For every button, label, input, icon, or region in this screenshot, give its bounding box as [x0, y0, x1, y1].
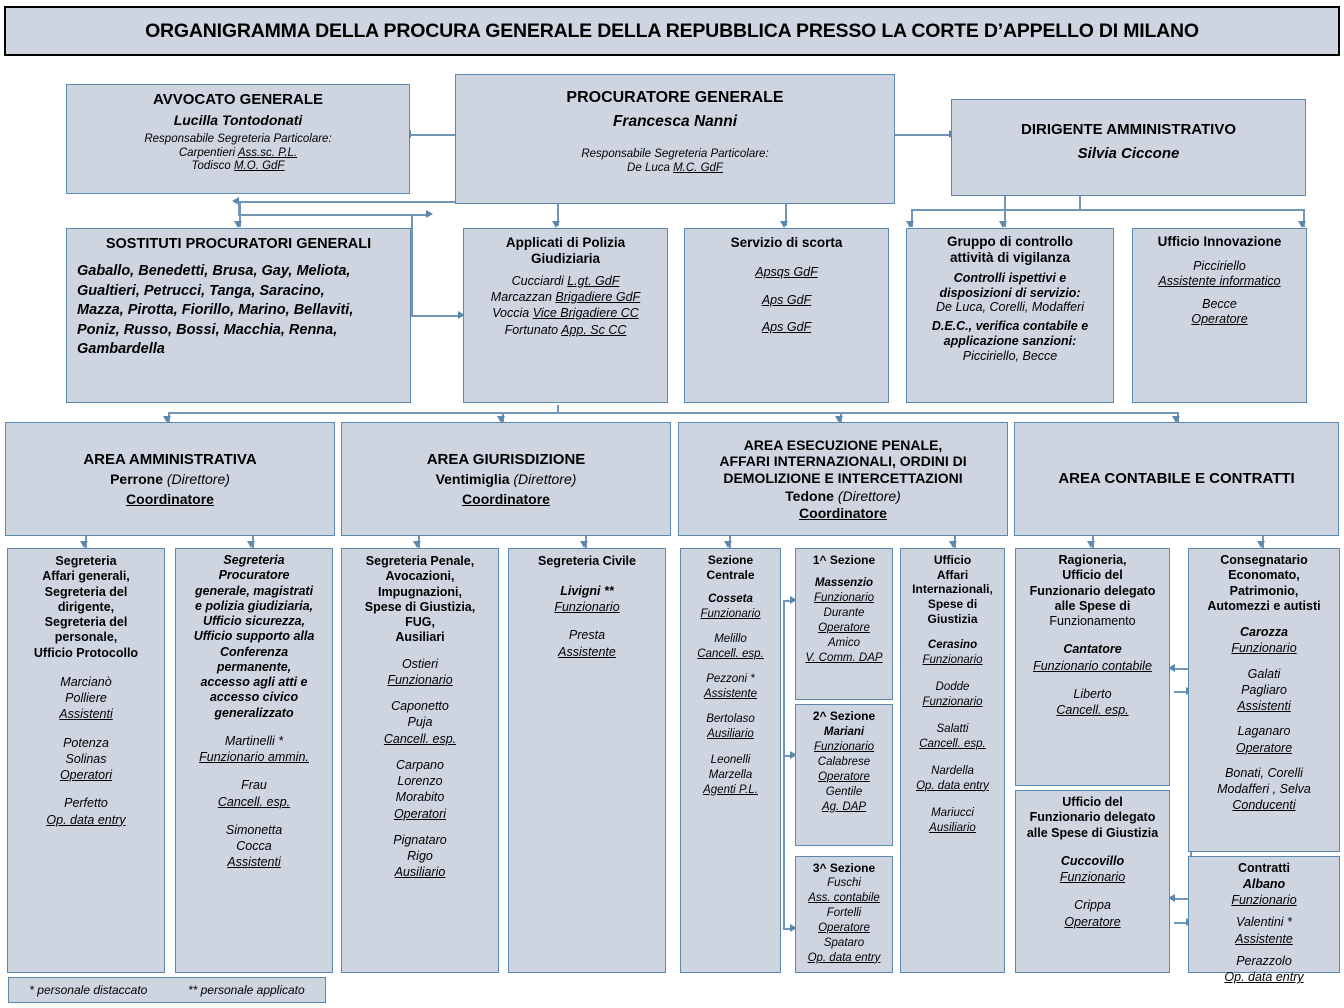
box-area-esecuzione-penale[interactable]: [678, 422, 1008, 536]
connector-sostituti-to-applicati: [411, 315, 461, 317]
arrow-amm-unit-1: [80, 541, 88, 548]
consegnatario-group-2: Galati Pagliaro Assistenti: [1237, 666, 1291, 713]
servizio-scorta-heading: Servizio di scorta: [730, 235, 843, 250]
connector-sezioni-spine: [783, 600, 785, 930]
segreteria-penale-group-2: Caponetto Puja Cancell. esp.: [383, 699, 457, 746]
avvocato-generale-name: Lucilla Tontodonati: [173, 111, 303, 128]
box-contratti[interactable]: [1188, 856, 1340, 984]
pg-staff1-name: De Luca: [627, 161, 670, 174]
box-avvocato-generale[interactable]: [66, 84, 410, 194]
ufficio-affari-internazionali-heading: Ufficio Affari Internazionali, Spese di Giustizia: [912, 553, 993, 626]
box-area-contabile-contratti[interactable]: [1014, 422, 1339, 536]
arrow-amm-unit-2: [247, 541, 255, 548]
prima-sezione-roster: Massenzio Funzionario Durante Operatore Amico V. Comm. DAP: [805, 577, 883, 664]
arrow-to-innovazione: [1298, 221, 1306, 228]
area-esecuzione-heading-1: AREA ESECUZIONE PENALE,: [743, 436, 943, 453]
ragioneria-group-1: Cantatore Funzionario contabile: [1033, 642, 1152, 673]
box-dirigente-amministrativo[interactable]: [951, 99, 1306, 196]
connector-da-drop: [1079, 196, 1081, 210]
ufficio-affari-group-4: Nardella Op. data entry: [916, 764, 989, 792]
sezione-centrale-group-5: Leonelli Marzella Agenti P.L.: [703, 753, 758, 796]
gruppo-heading-2: attività di vigilanza: [949, 249, 1071, 265]
box-segreteria-procuratore-generale[interactable]: [175, 548, 333, 973]
segreteria-penale-heading: Segreteria Penale, Avocazioni, Impugnazioni, Spese di Giustizia, FUG, Ausiliari: [364, 554, 476, 645]
sostituti-heading: SOSTITUTI PROCURATORI GENERALI: [105, 236, 372, 252]
terza-sezione-heading: 3^ Sezione: [812, 861, 876, 875]
box-segreteria-affari-generali[interactable]: [7, 548, 165, 973]
connector-area-bus: [168, 412, 1178, 414]
connector-sostituti-v: [411, 215, 413, 316]
area-contabile-heading: AREA CONTABILE E CONTRATTI: [1058, 470, 1295, 488]
consegnatario-group-4: Bonati, Corelli Modafferi , Selva Conducenti: [1217, 765, 1311, 813]
segreteria-civile-heading: Segreteria Civile: [538, 554, 636, 568]
applicati-row-3: Voccia Vice Brigadiere CC: [492, 306, 639, 321]
area-esecuzione-heading-2: AFFARI INTERNAZIONALI, ORDINI DI: [719, 453, 967, 470]
gruppo-sub1-label-1: Controlli ispettivi e: [953, 270, 1067, 285]
segreteria-procuratore-group-2: Frau Cancell. esp.: [217, 778, 291, 809]
applicati-heading-1: Applicati di Polizia: [505, 235, 626, 250]
sostituti-line-4: Poniz, Russo, Bossi, Macchia, Renna,: [77, 321, 338, 338]
legend-note-2: ** personale applicato: [187, 983, 305, 997]
ag-staff2-name: Todisco: [191, 160, 231, 173]
consegnatario-group-1: Carozza Funzionario: [1231, 625, 1297, 656]
area-giurisdizione-director: Ventimiglia (Direttore): [435, 471, 577, 488]
ufficio-funzionario-group-1: Cuccovillo Funzionario: [1059, 853, 1126, 884]
page-title: ORGANIGRAMMA DELLA PROCURA GENERALE DELLA REPUBBLICA PRESSO LA CORTE D’APPELLO DI MILANO: [145, 19, 1199, 42]
box-segreteria-penale[interactable]: [341, 548, 499, 973]
ufficio-affari-group-2: Dodde Funzionario: [922, 681, 983, 708]
box-area-giurisdizione[interactable]: [341, 422, 671, 536]
sostituti-line-5: Gambardella: [77, 341, 165, 358]
connector-pg-to-ag: [411, 134, 461, 136]
avvocato-generale-staff-2: [72, 160, 404, 174]
arrow-giur-unit-1: [413, 541, 421, 548]
applicati-row-2: Marcazzan Brigadiere GdF: [490, 290, 641, 305]
avvocato-generale-heading: AVVOCATO GENERALE: [152, 91, 324, 108]
ufficio-affari-group-3: Salatti Cancell. esp.: [919, 722, 986, 750]
seconda-sezione-heading: 2^ Sezione: [812, 709, 876, 723]
applicati-row-4: Fortunato App. Sc CC: [504, 322, 627, 337]
box-segreteria-civile[interactable]: [508, 548, 666, 973]
segreteria-procuratore-group-1: Martinelli * Funzionario ammin.: [199, 733, 309, 764]
area-amministrativa-coordinator: Coordinatore: [126, 490, 214, 507]
arrow-to-sostituti: [234, 221, 242, 228]
box-ragioneria[interactable]: [1015, 548, 1170, 786]
connector-pg-to-da: [893, 134, 951, 136]
applicati-roster: [469, 273, 662, 338]
sezione-centrale-group-4: Bertolaso Ausiliario: [706, 712, 755, 740]
arrow-to-gruppo: [906, 221, 914, 228]
innovazione-person-2: Becce: [1202, 297, 1237, 312]
box-ufficio-affari-internazionali[interactable]: [900, 548, 1005, 973]
applicati-heading-2: Giudiziaria: [530, 250, 601, 266]
prima-sezione-heading: 1^ Sezione: [812, 553, 876, 567]
segreteria-affari-generali-group-3: Perfetto Op. data entry: [46, 796, 126, 827]
servizio-scorta-row-2: Aps GdF: [761, 292, 812, 307]
sostituti-line-3: Mazza, Pirotta, Fiorillo, Marino, Bellaviti,: [77, 302, 354, 319]
dirigente-amministrativo-name: Silvia Ciccone: [1077, 144, 1180, 162]
box-procuratore-generale[interactable]: [455, 74, 895, 204]
innovazione-role-1: Assistente informatico: [1158, 273, 1281, 288]
box-gruppo-controllo-vigilanza[interactable]: [906, 228, 1114, 403]
ragioneria-heading: Ragioneria, Ufficio del Funzionario delegato alle Spese di Funzionamento: [1029, 553, 1156, 628]
page-title-banner: [4, 6, 1340, 56]
contratti-heading: Contratti: [1237, 861, 1291, 875]
legend-footnotes: [8, 977, 326, 1003]
segreteria-affari-generali-heading: Segreteria Affari generali, Segreteria del dirigente, Segreteria del personale, Ufficio Protocollo: [33, 554, 139, 660]
box-area-amministrativa[interactable]: [5, 422, 335, 536]
sostituti-line-1: Gaballo, Benedetti, Brusa, Gay, Meliota,: [77, 263, 351, 280]
contratti-group-2: Valentini * Assistente: [1235, 915, 1293, 946]
servizio-scorta-row-3: Aps GdF: [761, 320, 812, 335]
seconda-sezione-roster: Mariani Funzionario Calabrese Operatore Gentile Ag. DAP: [813, 726, 875, 813]
pg-staff1-role: M.C. GdF: [673, 161, 723, 174]
ag-staff1-role: Ass.sc. P.L.: [237, 146, 298, 159]
gruppo-sub2-names: Picciriello, Becce: [962, 348, 1058, 363]
procuratore-generale-resp-label: Responsabile Segreteria Particolare:: [581, 148, 769, 161]
terza-sezione-roster: Fuschi Ass. contabile Fortelli Operatore Spataro Op. data entry: [807, 877, 881, 964]
sezione-centrale-group-3: Pezzoni * Assistente: [703, 673, 758, 700]
arrow-esec-unit-3: [949, 541, 957, 548]
area-giurisdizione-heading: AREA GIURISDIZIONE: [426, 450, 586, 468]
gruppo-sub1-label-2: disposizioni di servizio:: [939, 285, 1081, 300]
servizio-scorta-row-1: Apsqs GdF: [755, 264, 818, 279]
consegnatario-group-3: Laganaro Operatore: [1235, 724, 1293, 755]
gruppo-heading-1: Gruppo di controllo: [947, 234, 1073, 249]
connector-da-bus: [911, 209, 1304, 211]
sezione-centrale-group-2: Melillo Cancell. esp.: [697, 633, 764, 661]
box-applicati-polizia-giudiziaria[interactable]: [463, 228, 668, 403]
area-amministrativa-director: Perrone (Direttore): [110, 471, 230, 488]
area-esecuzione-director: Tedone (Direttore): [785, 488, 901, 505]
arrow-ag-bus2: [426, 210, 433, 218]
box-prima-sezione[interactable]: [795, 548, 893, 700]
gruppo-sub2-label-2: applicazione sanzioni:: [943, 333, 1077, 348]
box-servizio-scorta[interactable]: [684, 228, 889, 403]
area-esecuzione-heading-3: DEMOLIZIONE E INTERCETTAZIONI: [723, 469, 963, 486]
arrow-to-applicati: [552, 221, 560, 228]
area-amministrativa-heading: AREA AMMINISTRATIVA: [83, 450, 257, 468]
procuratore-generale-heading: PROCURATORE GENERALE: [566, 89, 784, 106]
box-sostituti-procuratori[interactable]: [66, 228, 411, 403]
arrow-esec-unit-1: [724, 541, 732, 548]
innovazione-person-1: Picciriello: [1193, 258, 1246, 273]
area-esecuzione-coordinator: Coordinatore: [799, 504, 887, 521]
box-ufficio-funzionario-delegato[interactable]: [1015, 790, 1170, 973]
sostituti-names: [77, 262, 400, 360]
box-ufficio-innovazione[interactable]: [1132, 228, 1307, 403]
box-consegnatario-economato[interactable]: [1188, 548, 1340, 852]
segreteria-civile-group-2: Presta Assistente: [558, 628, 616, 659]
contratti-group-1: Albano Funzionario: [1231, 876, 1297, 907]
connector-ag-bus-h2: [238, 214, 428, 216]
legend-note-1: * personale distaccato: [29, 983, 148, 997]
dirigente-amministrativo-heading: DIRIGENTE AMMINISTRATIVO: [1021, 121, 1236, 138]
avvocato-generale-staff-1: [72, 147, 404, 161]
segreteria-affari-generali-group-2: Potenza Solinas Operatori: [59, 735, 113, 782]
applicati-row-1: Cucciardi L.gt. GdF: [511, 273, 620, 288]
ragioneria-group-2: Liberto Cancell. esp.: [1056, 686, 1129, 717]
ufficio-affari-group-1: Cerasino Funzionario: [922, 639, 983, 667]
avvocato-generale-resp-label: Responsabile Segreteria Particolare:: [144, 133, 332, 146]
box-seconda-sezione[interactable]: [795, 704, 893, 846]
segreteria-procuratore-heading: Segreteria Procuratore generale, magistrati e polizia giudiziaria, Ufficio sicurezza, Ufficio supporto alla Conferenza permanente, accesso agli atti e accesso civico generalizzato: [193, 553, 315, 720]
segreteria-civile-group-1: Livigni ** Funzionario: [554, 583, 620, 614]
ufficio-funzionario-delegato-heading: Ufficio del Funzionario delegato alle Spese di Giustizia: [1026, 795, 1159, 840]
sezione-centrale-group-1: Cosseta Funzionario: [700, 593, 761, 621]
sezione-centrale-heading: Sezione Centrale: [706, 553, 755, 582]
arrow-cont-unit-2: [1257, 541, 1265, 548]
consegnatario-heading: Consegnatario Economato, Patrimonio, Automezzi e autisti: [1207, 553, 1321, 613]
contratti-group-3: Perazzolo Op. data entry: [1224, 953, 1304, 984]
innovazione-heading: Ufficio Innovazione: [1157, 234, 1282, 249]
gruppo-sub2-label-1: D.E.C., verifica contabile e: [931, 319, 1089, 334]
segreteria-procuratore-group-3: Simonetta Cocca Assistenti: [225, 822, 283, 870]
arrow-to-scorta: [780, 221, 788, 228]
ag-staff2-role: M.O. GdF: [233, 160, 285, 173]
ufficio-affari-group-5: Mariucci Ausiliario: [929, 806, 976, 834]
procuratore-generale-name: Francesca Nanni: [612, 112, 738, 130]
segreteria-penale-group-1: Ostieri Funzionario: [387, 656, 453, 687]
ag-staff1-name: Carpentieri: [178, 146, 236, 159]
procuratore-generale-staff-1: [461, 162, 889, 176]
segreteria-penale-group-4: Pignataro Rigo Ausiliario: [393, 832, 447, 880]
innovazione-role-2: Operatore: [1191, 312, 1248, 327]
box-sezione-centrale[interactable]: [680, 548, 781, 973]
area-giurisdizione-coordinator: Coordinatore: [462, 490, 550, 507]
segreteria-affari-generali-group-1: Marcianò Polliere Assistenti: [59, 674, 113, 722]
arrow-da-mid: [999, 221, 1007, 228]
gruppo-sub1-names: De Luca, Corelli, Modafferi: [936, 300, 1084, 315]
sostituti-line-2: Gualtieri, Petrucci, Tanga, Saracino,: [77, 282, 325, 299]
arrow-giur-unit-2: [580, 541, 588, 548]
arrow-cont-unit-1: [1087, 541, 1095, 548]
segreteria-penale-group-3: Carpano Lorenzo Morabito Operatori: [393, 757, 447, 821]
box-terza-sezione[interactable]: [795, 856, 893, 973]
ufficio-funzionario-group-2: Crippa Operatore: [1064, 898, 1121, 929]
